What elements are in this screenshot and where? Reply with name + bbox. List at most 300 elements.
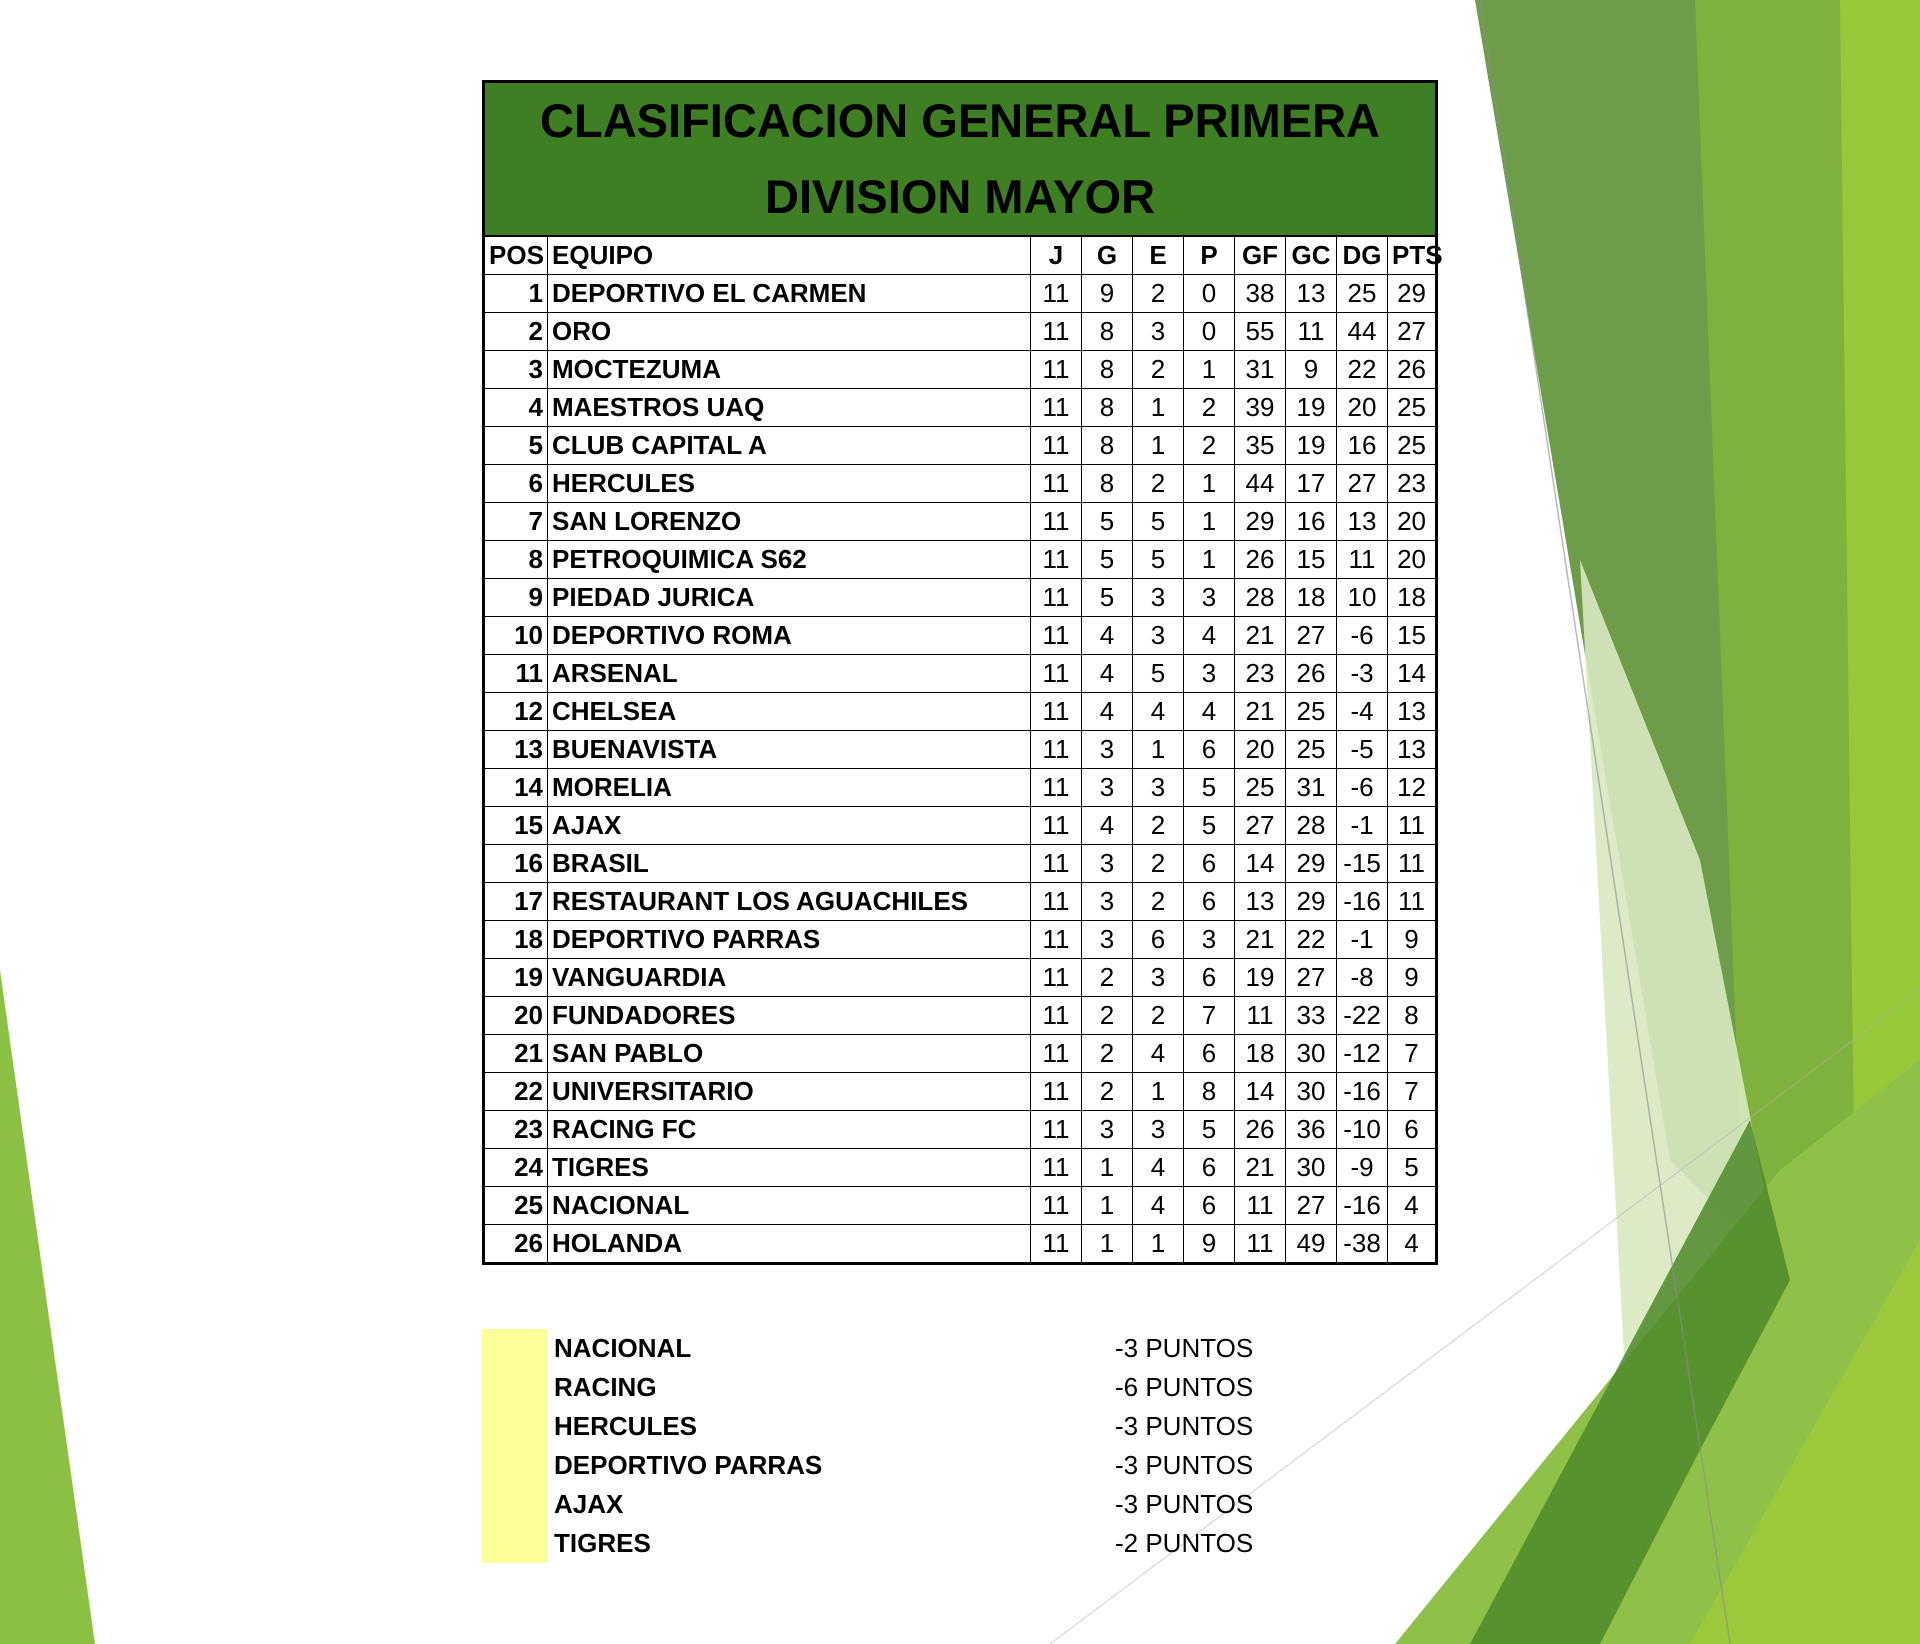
points-cell: 13 [1388, 731, 1437, 769]
pos-cell: 14 [484, 769, 548, 807]
penalty-item [554, 1524, 1354, 1563]
drawn-cell: 2 [1133, 465, 1184, 503]
goal-diff-cell: -15 [1337, 845, 1388, 883]
lost-cell: 6 [1184, 1035, 1235, 1073]
played-cell: 11 [1031, 655, 1082, 693]
penalty-team: TIGRES [554, 1528, 651, 1558]
drawn-cell: 3 [1133, 313, 1184, 351]
drawn-cell: 2 [1133, 807, 1184, 845]
played-cell: 11 [1031, 1149, 1082, 1187]
lost-cell: 3 [1184, 921, 1235, 959]
drawn-cell: 2 [1133, 845, 1184, 883]
points-cell: 23 [1388, 465, 1437, 503]
played-cell: 11 [1031, 921, 1082, 959]
col-header-dg: DG [1337, 236, 1388, 275]
goals-for-cell: 55 [1235, 313, 1286, 351]
points-cell: 15 [1388, 617, 1437, 655]
table-row [484, 427, 1437, 465]
lost-cell: 6 [1184, 959, 1235, 997]
pos-cell: 7 [484, 503, 548, 541]
pos-cell: 19 [484, 959, 548, 997]
pos-cell: 8 [484, 541, 548, 579]
team-cell: MAESTROS UAQ [548, 389, 1031, 427]
won-cell: 4 [1082, 617, 1133, 655]
drawn-cell: 1 [1133, 731, 1184, 769]
pos-cell: 5 [484, 427, 548, 465]
won-cell: 3 [1082, 883, 1133, 921]
points-cell: 11 [1388, 883, 1437, 921]
goals-for-cell: 26 [1235, 541, 1286, 579]
goals-against-cell: 26 [1286, 655, 1337, 693]
goals-for-cell: 21 [1235, 921, 1286, 959]
won-cell: 3 [1082, 921, 1133, 959]
played-cell: 11 [1031, 1187, 1082, 1225]
drawn-cell: 4 [1133, 1187, 1184, 1225]
pos-cell: 10 [484, 617, 548, 655]
goals-against-cell: 30 [1286, 1035, 1337, 1073]
lost-cell: 1 [1184, 465, 1235, 503]
points-cell: 25 [1388, 389, 1437, 427]
left-facet [0, 970, 95, 1644]
played-cell: 11 [1031, 465, 1082, 503]
table-row [484, 617, 1437, 655]
table-row [484, 997, 1437, 1035]
points-cell: 12 [1388, 769, 1437, 807]
pos-cell: 1 [484, 275, 548, 313]
won-cell: 2 [1082, 1035, 1133, 1073]
penalty-team: NACIONAL [554, 1333, 692, 1363]
team-cell: ARSENAL [548, 655, 1031, 693]
goals-for-cell: 25 [1235, 769, 1286, 807]
lost-cell: 1 [1184, 541, 1235, 579]
standings-table [482, 80, 1443, 1265]
played-cell: 11 [1031, 351, 1082, 389]
won-cell: 8 [1082, 389, 1133, 427]
pos-cell: 24 [484, 1149, 548, 1187]
won-cell: 3 [1082, 1111, 1133, 1149]
won-cell: 1 [1082, 1225, 1133, 1264]
drawn-cell: 3 [1133, 1111, 1184, 1149]
team-cell: UNIVERSITARIO [548, 1073, 1031, 1111]
drawn-cell: 2 [1133, 997, 1184, 1035]
table-row [484, 579, 1437, 617]
goal-diff-cell: -6 [1337, 617, 1388, 655]
lost-cell: 6 [1184, 731, 1235, 769]
goals-against-cell: 27 [1286, 959, 1337, 997]
won-cell: 4 [1082, 693, 1133, 731]
pos-cell: 20 [484, 997, 548, 1035]
penalty-points: -6 PUNTOS [1115, 1372, 1254, 1402]
table-row [484, 731, 1437, 769]
lost-cell: 7 [1184, 997, 1235, 1035]
goals-against-cell: 30 [1286, 1073, 1337, 1111]
team-cell: SAN PABLO [548, 1035, 1031, 1073]
drawn-cell: 3 [1133, 617, 1184, 655]
won-cell: 5 [1082, 541, 1133, 579]
table-row [484, 275, 1437, 313]
lost-cell: 1 [1184, 503, 1235, 541]
goals-for-cell: 28 [1235, 579, 1286, 617]
goals-against-cell: 33 [1286, 997, 1337, 1035]
table-row [484, 503, 1437, 541]
won-cell: 4 [1082, 655, 1133, 693]
penalty-team: AJAX [554, 1489, 624, 1519]
pos-cell: 12 [484, 693, 548, 731]
col-header-g: G [1082, 236, 1133, 275]
goals-against-cell: 16 [1286, 503, 1337, 541]
table-row [484, 1187, 1437, 1225]
drawn-cell: 2 [1133, 883, 1184, 921]
team-cell: CHELSEA [548, 693, 1031, 731]
table-row [484, 959, 1437, 997]
goal-diff-cell: -10 [1337, 1111, 1388, 1149]
played-cell: 11 [1031, 807, 1082, 845]
drawn-cell: 3 [1133, 579, 1184, 617]
points-cell: 11 [1388, 807, 1437, 845]
goal-diff-cell: -1 [1337, 807, 1388, 845]
drawn-cell: 1 [1133, 389, 1184, 427]
played-cell: 11 [1031, 693, 1082, 731]
played-cell: 11 [1031, 997, 1082, 1035]
pos-cell: 11 [484, 655, 548, 693]
goals-for-cell: 21 [1235, 617, 1286, 655]
table-row [484, 655, 1437, 693]
points-cell: 5 [1388, 1149, 1437, 1187]
penalty-team: HERCULES [554, 1411, 698, 1441]
goals-for-cell: 29 [1235, 503, 1286, 541]
won-cell: 8 [1082, 351, 1133, 389]
team-cell: MOCTEZUMA [548, 351, 1031, 389]
goals-against-cell: 36 [1286, 1111, 1337, 1149]
drawn-cell: 5 [1133, 541, 1184, 579]
pos-cell: 4 [484, 389, 548, 427]
pos-cell: 9 [484, 579, 548, 617]
team-cell: VANGUARDIA [548, 959, 1031, 997]
table-row [484, 465, 1437, 503]
goals-for-cell: 44 [1235, 465, 1286, 503]
team-cell: HOLANDA [548, 1225, 1031, 1264]
team-cell: DEPORTIVO EL CARMEN [548, 275, 1031, 313]
pos-cell: 3 [484, 351, 548, 389]
goals-for-cell: 11 [1235, 1225, 1286, 1264]
pos-cell: 13 [484, 731, 548, 769]
won-cell: 5 [1082, 579, 1133, 617]
won-cell: 8 [1082, 427, 1133, 465]
played-cell: 11 [1031, 1225, 1082, 1264]
goals-against-cell: 15 [1286, 541, 1337, 579]
points-cell: 26 [1388, 351, 1437, 389]
penalty-item [554, 1329, 1354, 1368]
goal-diff-cell: -6 [1337, 769, 1388, 807]
goals-for-cell: 14 [1235, 1073, 1286, 1111]
table-row [484, 921, 1437, 959]
table-row [484, 541, 1437, 579]
goals-against-cell: 30 [1286, 1149, 1337, 1187]
goal-diff-cell: -1 [1337, 921, 1388, 959]
drawn-cell: 4 [1133, 1149, 1184, 1187]
goal-diff-cell: 44 [1337, 313, 1388, 351]
goal-diff-cell: 20 [1337, 389, 1388, 427]
team-cell: AJAX [548, 807, 1031, 845]
points-cell: 7 [1388, 1035, 1437, 1073]
goals-against-cell: 18 [1286, 579, 1337, 617]
played-cell: 11 [1031, 503, 1082, 541]
col-header-e: E [1133, 236, 1184, 275]
lost-cell: 5 [1184, 769, 1235, 807]
goals-against-cell: 27 [1286, 1187, 1337, 1225]
goal-diff-cell: -5 [1337, 731, 1388, 769]
goal-diff-cell: -38 [1337, 1225, 1388, 1264]
lost-cell: 2 [1184, 389, 1235, 427]
drawn-cell: 3 [1133, 959, 1184, 997]
goal-diff-cell: 11 [1337, 541, 1388, 579]
played-cell: 11 [1031, 883, 1082, 921]
penalty-team: RACING [554, 1372, 657, 1402]
goal-diff-cell: -16 [1337, 1187, 1388, 1225]
won-cell: 2 [1082, 997, 1133, 1035]
team-cell: PIEDAD JURICA [548, 579, 1031, 617]
goals-against-cell: 17 [1286, 465, 1337, 503]
won-cell: 2 [1082, 959, 1133, 997]
won-cell: 5 [1082, 503, 1133, 541]
points-cell: 6 [1388, 1111, 1437, 1149]
table-row [484, 313, 1437, 351]
goals-against-cell: 49 [1286, 1225, 1337, 1264]
played-cell: 11 [1031, 617, 1082, 655]
pos-cell: 23 [484, 1111, 548, 1149]
drawn-cell: 4 [1133, 693, 1184, 731]
points-cell: 20 [1388, 541, 1437, 579]
goal-diff-cell: 27 [1337, 465, 1388, 503]
points-cell: 11 [1388, 845, 1437, 883]
drawn-cell: 1 [1133, 1225, 1184, 1264]
lost-cell: 4 [1184, 693, 1235, 731]
table-row [484, 1035, 1437, 1073]
penalty-team: DEPORTIVO PARRAS [554, 1450, 823, 1480]
col-header-pts: PTS [1388, 236, 1437, 275]
goals-for-cell: 23 [1235, 655, 1286, 693]
table-row [484, 1149, 1437, 1187]
team-cell: HERCULES [548, 465, 1031, 503]
table-row [484, 693, 1437, 731]
points-cell: 9 [1388, 959, 1437, 997]
won-cell: 3 [1082, 845, 1133, 883]
penalty-item [554, 1368, 1354, 1407]
points-cell: 9 [1388, 921, 1437, 959]
drawn-cell: 6 [1133, 921, 1184, 959]
goals-for-cell: 31 [1235, 351, 1286, 389]
goal-diff-cell: -8 [1337, 959, 1388, 997]
penalty-points: -3 PUNTOS [1115, 1333, 1254, 1363]
pos-cell: 21 [484, 1035, 548, 1073]
lost-cell: 3 [1184, 579, 1235, 617]
lost-cell: 6 [1184, 845, 1235, 883]
played-cell: 11 [1031, 845, 1082, 883]
points-cell: 25 [1388, 427, 1437, 465]
team-cell: TIGRES [548, 1149, 1031, 1187]
won-cell: 9 [1082, 275, 1133, 313]
team-cell: RACING FC [548, 1111, 1031, 1149]
table-row [484, 1225, 1437, 1264]
won-cell: 1 [1082, 1187, 1133, 1225]
pos-cell: 25 [484, 1187, 548, 1225]
table-row [484, 1073, 1437, 1111]
pos-cell: 22 [484, 1073, 548, 1111]
drawn-cell: 1 [1133, 427, 1184, 465]
points-cell: 20 [1388, 503, 1437, 541]
col-header-j: J [1031, 236, 1082, 275]
points-cell: 18 [1388, 579, 1437, 617]
goal-diff-cell: -16 [1337, 883, 1388, 921]
goals-for-cell: 27 [1235, 807, 1286, 845]
pos-cell: 6 [484, 465, 548, 503]
lost-cell: 6 [1184, 883, 1235, 921]
goals-for-cell: 26 [1235, 1111, 1286, 1149]
team-cell: FUNDADORES [548, 997, 1031, 1035]
drawn-cell: 1 [1133, 1073, 1184, 1111]
won-cell: 8 [1082, 313, 1133, 351]
won-cell: 3 [1082, 731, 1133, 769]
goals-against-cell: 27 [1286, 617, 1337, 655]
points-cell: 7 [1388, 1073, 1437, 1111]
col-header-gc: GC [1286, 236, 1337, 275]
goals-for-cell: 11 [1235, 1187, 1286, 1225]
goals-for-cell: 14 [1235, 845, 1286, 883]
goals-for-cell: 11 [1235, 997, 1286, 1035]
table-row [484, 845, 1437, 883]
goals-against-cell: 29 [1286, 845, 1337, 883]
team-cell: ORO [548, 313, 1031, 351]
goals-for-cell: 13 [1235, 883, 1286, 921]
table-row [484, 351, 1437, 389]
pos-cell: 26 [484, 1225, 548, 1264]
drawn-cell: 2 [1133, 275, 1184, 313]
points-cell: 4 [1388, 1187, 1437, 1225]
team-cell: MORELIA [548, 769, 1031, 807]
lost-cell: 4 [1184, 617, 1235, 655]
goal-diff-cell: 13 [1337, 503, 1388, 541]
team-cell: SAN LORENZO [548, 503, 1031, 541]
column-header-row [484, 236, 1437, 275]
table-row [484, 883, 1437, 921]
goals-for-cell: 21 [1235, 1149, 1286, 1187]
goals-for-cell: 35 [1235, 427, 1286, 465]
played-cell: 11 [1031, 731, 1082, 769]
played-cell: 11 [1031, 427, 1082, 465]
won-cell: 8 [1082, 465, 1133, 503]
drawn-cell: 2 [1133, 351, 1184, 389]
played-cell: 11 [1031, 959, 1082, 997]
team-cell: DEPORTIVO ROMA [548, 617, 1031, 655]
pos-cell: 16 [484, 845, 548, 883]
goals-against-cell: 28 [1286, 807, 1337, 845]
goals-for-cell: 18 [1235, 1035, 1286, 1073]
goals-against-cell: 11 [1286, 313, 1337, 351]
points-cell: 13 [1388, 693, 1437, 731]
col-header-team: EQUIPO [548, 236, 1031, 275]
lost-cell: 6 [1184, 1149, 1235, 1187]
played-cell: 11 [1031, 541, 1082, 579]
goals-for-cell: 21 [1235, 693, 1286, 731]
played-cell: 11 [1031, 389, 1082, 427]
lost-cell: 3 [1184, 655, 1235, 693]
goals-against-cell: 13 [1286, 275, 1337, 313]
lost-cell: 5 [1184, 1111, 1235, 1149]
played-cell: 11 [1031, 1035, 1082, 1073]
goals-against-cell: 31 [1286, 769, 1337, 807]
penalty-item [554, 1446, 1354, 1485]
points-cell: 8 [1388, 997, 1437, 1035]
played-cell: 11 [1031, 579, 1082, 617]
penalty-item [554, 1485, 1354, 1524]
goals-against-cell: 19 [1286, 389, 1337, 427]
table-row [484, 807, 1437, 845]
col-header-pos: POS [484, 236, 548, 275]
goals-against-cell: 25 [1286, 731, 1337, 769]
won-cell: 2 [1082, 1073, 1133, 1111]
col-header-p: P [1184, 236, 1235, 275]
drawn-cell: 3 [1133, 769, 1184, 807]
goal-diff-cell: 22 [1337, 351, 1388, 389]
penalty-item [554, 1407, 1354, 1446]
penalty-highlight [482, 1329, 548, 1563]
team-cell: NACIONAL [548, 1187, 1031, 1225]
played-cell: 11 [1031, 1073, 1082, 1111]
lost-cell: 5 [1184, 807, 1235, 845]
lost-cell: 2 [1184, 427, 1235, 465]
played-cell: 11 [1031, 769, 1082, 807]
goal-diff-cell: 10 [1337, 579, 1388, 617]
team-cell: DEPORTIVO PARRAS [548, 921, 1031, 959]
goal-diff-cell: -3 [1337, 655, 1388, 693]
goal-diff-cell: 25 [1337, 275, 1388, 313]
lost-cell: 0 [1184, 275, 1235, 313]
team-cell: CLUB CAPITAL A [548, 427, 1031, 465]
team-cell: BRASIL [548, 845, 1031, 883]
drawn-cell: 5 [1133, 655, 1184, 693]
table-row [484, 769, 1437, 807]
goal-diff-cell: -22 [1337, 997, 1388, 1035]
lost-cell: 6 [1184, 1187, 1235, 1225]
drawn-cell: 5 [1133, 503, 1184, 541]
goal-diff-cell: 16 [1337, 427, 1388, 465]
pos-cell: 17 [484, 883, 548, 921]
lost-cell: 8 [1184, 1073, 1235, 1111]
pos-cell: 2 [484, 313, 548, 351]
lost-cell: 9 [1184, 1225, 1235, 1264]
goals-against-cell: 19 [1286, 427, 1337, 465]
table-row [484, 1111, 1437, 1149]
pos-cell: 18 [484, 921, 548, 959]
lost-cell: 1 [1184, 351, 1235, 389]
penalty-points: -2 PUNTOS [1115, 1528, 1254, 1558]
won-cell: 1 [1082, 1149, 1133, 1187]
goals-against-cell: 22 [1286, 921, 1337, 959]
goal-diff-cell: -4 [1337, 693, 1388, 731]
penalty-points: -3 PUNTOS [1115, 1489, 1254, 1519]
goals-for-cell: 20 [1235, 731, 1286, 769]
goal-diff-cell: -16 [1337, 1073, 1388, 1111]
goals-against-cell: 29 [1286, 883, 1337, 921]
drawn-cell: 4 [1133, 1035, 1184, 1073]
table-title: CLASIFICACION GENERAL PRIMERA DIVISION MAYOR [484, 82, 1437, 237]
won-cell: 3 [1082, 769, 1133, 807]
points-cell: 14 [1388, 655, 1437, 693]
points-cell: 27 [1388, 313, 1437, 351]
pos-cell: 15 [484, 807, 548, 845]
penalty-points: -3 PUNTOS [1115, 1411, 1254, 1441]
points-cell: 29 [1388, 275, 1437, 313]
